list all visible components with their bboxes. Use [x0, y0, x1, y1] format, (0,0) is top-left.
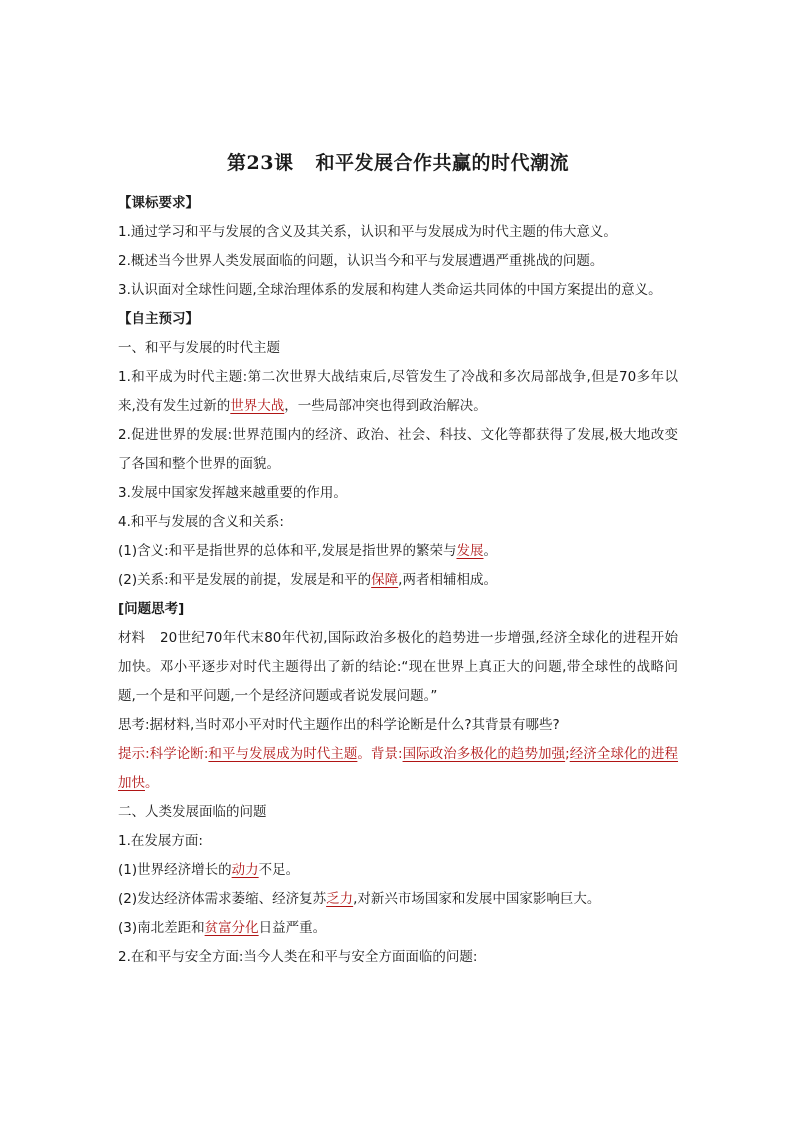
blank-answer: 乏力	[326, 891, 354, 907]
requirement-2: 2.概述当今世界人类发展面临的问题，认识当今和平与发展遭遇严重挑战的问题。	[118, 253, 604, 269]
material-label: 材料	[118, 630, 145, 646]
blank-answer: 和平与发展成为时代主题	[208, 746, 358, 762]
part1-item3: 3.发展中国家发挥越来越重要的作用。	[118, 485, 347, 501]
blank-answer: 经济全球化的进程加快	[118, 746, 679, 791]
part1-item1: 1.和平成为时代主题:第二次世界大战结束后,尽管发生了冷战和多次局部战争,但是70多年以来,没有发生过新的世界大战，一些局部冲突也得到政治解决。	[118, 369, 678, 414]
blank-answer: 动力	[231, 862, 259, 878]
blank-answer: 发展	[456, 543, 484, 559]
requirement-3: 3.认识面对全球性问题,全球治理体系的发展和构建人类命运共同体的中国方案提出的意义。	[118, 282, 662, 298]
part1-heading: 一、和平与发展的时代主题	[118, 340, 280, 356]
thinking-material: 材料 20世纪70年代末80年代初,国际政治多极化的趋势进一步增强,经济全球化的进程开始加快。邓小平逐步对时代主题得出了新的结论:“现在世界上真正大的问题,带全球性的战略问题,一个是和平问题,一个是经济问题或者说发展问题。”	[118, 624, 678, 711]
part2-item1: 1.在发展方面:	[118, 833, 203, 849]
thinking-question: 思考:据材料,当时邓小平对时代主题作出的科学论断是什么?其背景有哪些?	[118, 717, 560, 733]
blank-answer: 国际政治多极化的趋势加强	[402, 746, 566, 762]
part2-item1c: (3)南北差距和贫富分化日益严重。	[118, 920, 327, 936]
page-title	[118, 148, 678, 175]
blank-answer: 世界大战	[230, 398, 285, 414]
lesson-number: 第23课	[227, 152, 294, 174]
section-preview: 【自主预习】	[118, 311, 199, 327]
section-requirements: 【课标要求】	[118, 195, 199, 211]
thinking-hint: 提示:科学论断:和平与发展成为时代主题。背景:国际政治多极化的趋势加强;经济全球化的进程加快。	[118, 746, 679, 791]
lesson-name: 和平发展合作共赢的时代潮流	[315, 152, 569, 174]
part1-item4b: (2)关系:和平是发展的前提，发展是和平的保障,两者相辅相成。	[118, 572, 497, 588]
part1-item4: 4.和平与发展的含义和关系:	[118, 514, 284, 530]
part2-item1a: (1)世界经济增长的动力不足。	[118, 862, 300, 878]
part1-item4a: (1)含义:和平是指世界的总体和平,发展是指世界的繁荣与发展。	[118, 543, 497, 559]
part2-item2: 2.在和平与安全方面:当今人类在和平与安全方面面临的问题:	[118, 949, 478, 965]
document-page	[118, 148, 678, 972]
section-thinking: [问题思考]	[118, 601, 185, 617]
requirement-1: 1.通过学习和平与发展的含义及其关系，认识和平与发展成为时代主题的伟大意义。	[118, 224, 617, 240]
part2-heading: 二、人类发展面临的问题	[118, 804, 267, 820]
blank-answer: 保障	[371, 572, 399, 588]
part2-item1b: (2)发达经济体需求萎缩、经济复苏乏力,对新兴市场国家和发展中国家影响巨大。	[118, 891, 601, 907]
blank-answer: 贫富分化	[204, 920, 259, 936]
part1-item2: 2.促进世界的发展:世界范围内的经济、政治、社会、科技、文化等都获得了发展,极大地改变了各国和整个世界的面貌。	[118, 427, 678, 472]
